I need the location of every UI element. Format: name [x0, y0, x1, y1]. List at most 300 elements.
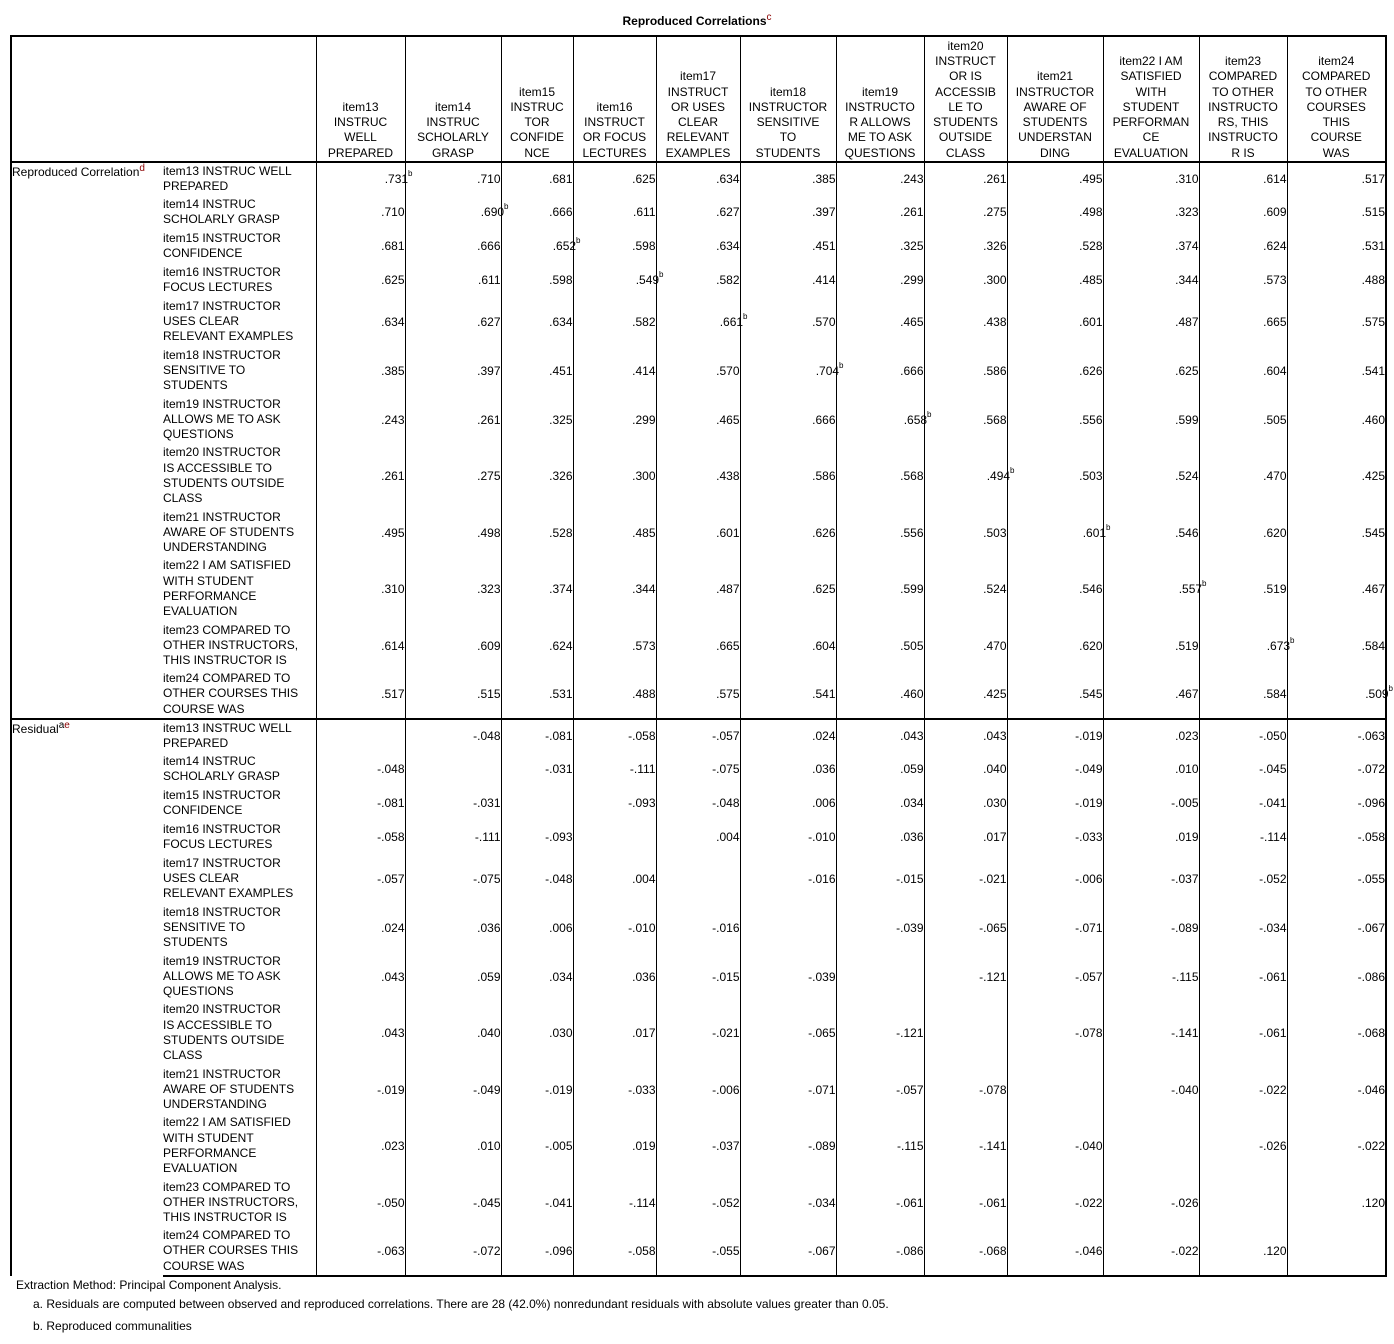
cell-value: -.121 [896, 1026, 924, 1040]
cell-value: .036 [812, 762, 836, 776]
table-cell [656, 162, 740, 195]
cell-value: -.045 [1259, 762, 1287, 776]
column-header-line: INSTRUCT [667, 84, 729, 99]
row-label-line: USES CLEAR [163, 870, 240, 885]
table-cell [501, 719, 573, 752]
table-cell [656, 195, 740, 229]
table-cell [740, 444, 836, 508]
cell-value: .582 [716, 273, 740, 287]
row-label-line: item15 INSTRUCTOR [163, 230, 281, 245]
table-cell [1103, 557, 1207, 621]
table-cell [656, 952, 740, 1001]
column-header-line: item21 [1036, 69, 1074, 84]
section-label-residual [11, 719, 163, 1276]
table-cell [573, 752, 656, 786]
cell-value: -.048 [712, 796, 740, 810]
column-header-line: SCHOLARLY [417, 130, 489, 145]
cell-value: -.089 [1171, 920, 1199, 935]
cell-value: -.039 [808, 969, 836, 984]
column-header-line: item16 [596, 99, 633, 114]
row-label-line: UNDERSTANDING [163, 1097, 267, 1112]
cell-value: .030 [549, 1026, 573, 1040]
cell-value: -.046 [1357, 1082, 1385, 1097]
table-cell [316, 557, 405, 621]
column-header-line: LECTURES [582, 145, 647, 160]
table-cell [836, 952, 924, 1001]
row-label-line: item22 I AM SATISFIED [163, 558, 291, 573]
table-cell [1103, 229, 1199, 263]
cell-value: .666 [477, 239, 501, 253]
table-cell [1103, 444, 1199, 508]
table-cell [836, 820, 924, 854]
cell-value: .503 [1079, 469, 1103, 483]
table-cell [1007, 1178, 1103, 1227]
cell-value: -.086 [1357, 969, 1385, 984]
table-cell [1287, 903, 1386, 952]
table-cell [573, 670, 656, 719]
table-cell [1007, 395, 1103, 444]
cell-value: .034 [900, 796, 924, 810]
cell-value: -.096 [545, 1244, 573, 1258]
table-cell [1287, 263, 1386, 297]
table-cell [924, 263, 1007, 297]
cell-value: .261 [477, 412, 501, 427]
table-cell [573, 557, 656, 621]
cell-value: -.058 [628, 1244, 656, 1258]
column-header-line: INSTRUCT [584, 115, 645, 130]
table-cell [1199, 786, 1287, 820]
cell-value: -.034 [1259, 920, 1287, 935]
table-row [11, 820, 1386, 854]
cell-value: .019 [632, 1139, 656, 1153]
cell-value: .485 [1079, 273, 1103, 287]
cell-value: -.021 [712, 1026, 740, 1040]
column-header-item14 [405, 36, 501, 162]
cell-value: -.019 [377, 1082, 405, 1097]
table-cell [1007, 1114, 1103, 1178]
cell-value: .573 [632, 638, 656, 653]
cell-value: -.040 [1075, 1139, 1103, 1153]
cell-value: .568 [900, 469, 924, 483]
table-cell [1007, 903, 1103, 952]
table-cell [501, 786, 573, 820]
row-label [163, 1065, 316, 1114]
column-header-line: STUDENTS [933, 115, 998, 130]
cell-value: .690 [480, 205, 505, 219]
row-label [163, 786, 316, 820]
table-cell [316, 229, 405, 263]
row-label-line: item24 COMPARED TO [163, 1228, 291, 1243]
table-cell [501, 1114, 573, 1178]
cell-value: -.141 [1171, 1026, 1199, 1040]
cell-value: -.061 [1259, 1026, 1287, 1040]
cell-value: -.072 [1357, 762, 1385, 776]
row-label-line: item18 INSTRUCTOR [163, 347, 281, 362]
cell-value: .275 [983, 205, 1007, 219]
cell-value: -.031 [473, 796, 501, 810]
communality-footnote-mark: b [743, 311, 748, 321]
column-header-line: STUDENTS [1022, 115, 1088, 130]
table-cell [740, 229, 836, 263]
table-cell [573, 297, 656, 346]
table-row [11, 263, 1386, 297]
table-cell [573, 444, 656, 508]
table-cell [405, 508, 501, 557]
cell-value: .604 [812, 638, 836, 653]
table-cell [1287, 1065, 1386, 1114]
table-cell [740, 903, 836, 952]
table-cell [1287, 444, 1386, 508]
cell-value: -.081 [377, 796, 405, 810]
cell-value: .498 [1079, 205, 1103, 219]
table-cell [1007, 719, 1103, 752]
row-label-line: item14 INSTRUC [163, 196, 256, 211]
table-cell [405, 195, 509, 229]
cell-value: .300 [632, 469, 656, 483]
column-header-item22 [1103, 36, 1199, 162]
cell-value: .325 [900, 239, 924, 253]
cell-value: -.006 [1075, 871, 1103, 886]
table-cell [1007, 621, 1103, 670]
cell-value: -.052 [1259, 871, 1287, 886]
cell-value: -.067 [808, 1244, 836, 1258]
column-header-line: DING [1040, 145, 1070, 160]
cell-value: .503 [983, 525, 1007, 540]
cell-value: .310 [1175, 172, 1199, 186]
table-cell [405, 752, 501, 786]
table-cell [656, 395, 740, 444]
table-cell [1007, 346, 1103, 395]
row-label [163, 395, 316, 444]
cell-value: .425 [1361, 469, 1385, 483]
column-header-line: INSTRUC [426, 115, 480, 130]
row-label [163, 346, 316, 395]
cell-value: .460 [900, 687, 924, 701]
cell-value: .624 [1263, 239, 1287, 253]
cell-value: .627 [716, 205, 740, 219]
cell-value: .261 [983, 172, 1007, 186]
cell-value: -.033 [628, 1082, 656, 1097]
cell-value: .531 [549, 687, 573, 701]
cell-value: .604 [1263, 363, 1287, 378]
table-cell [656, 1065, 740, 1114]
column-header-item20 [924, 36, 1007, 162]
cell-value: -.071 [1075, 920, 1103, 935]
table-cell [740, 263, 836, 297]
row-label-line: OTHER COURSES THIS [163, 1243, 299, 1258]
cell-value: .528 [1079, 239, 1103, 253]
cell-value: .519 [1263, 582, 1287, 596]
cell-value: .546 [1175, 525, 1199, 540]
table-cell [1103, 1114, 1199, 1178]
cell-value: -.045 [473, 1195, 501, 1210]
column-header-item18 [740, 36, 836, 162]
table-cell [316, 444, 405, 508]
table-cell [316, 719, 405, 752]
table-cell [573, 508, 656, 557]
cell-value: .036 [900, 830, 924, 844]
section-footnote-mark: a [58, 720, 65, 731]
table-cell [656, 508, 740, 557]
cell-value: -.049 [1075, 762, 1103, 776]
row-label-line: SCHOLARLY GRASP [163, 212, 280, 226]
cell-value: .019 [1175, 830, 1199, 844]
table-row [11, 719, 1386, 752]
cell-value: -.075 [712, 762, 740, 776]
cell-value: .036 [477, 920, 501, 935]
table-cell [1199, 1178, 1287, 1227]
row-label [163, 162, 316, 195]
cell-value: .584 [1361, 638, 1385, 653]
table-cell [1007, 444, 1103, 508]
cell-value: -.016 [808, 871, 836, 886]
row-label-line: SENSITIVE TO [163, 919, 246, 934]
cell-value: -.093 [628, 796, 656, 810]
table-cell [1287, 162, 1386, 195]
table-cell [740, 621, 836, 670]
table-cell [1287, 1114, 1386, 1178]
cell-value: -.061 [979, 1195, 1007, 1210]
cell-value: .549 [635, 273, 660, 287]
cell-value: -.061 [896, 1195, 924, 1210]
cell-value: -.019 [1075, 729, 1103, 743]
column-header-line: WELL [344, 130, 377, 145]
row-label-line: item21 INSTRUCTOR [163, 509, 281, 524]
cell-value: -.050 [1259, 729, 1287, 743]
row-label-line: IS ACCESSIBLE TO [163, 1017, 272, 1032]
cell-value: .488 [632, 687, 656, 701]
cell-value: -.063 [1357, 729, 1385, 743]
cell-value: .243 [381, 412, 405, 427]
table-cell [1287, 952, 1386, 1001]
table-cell [656, 229, 740, 263]
cell-value: .495 [1079, 172, 1103, 186]
table-cell [573, 1227, 656, 1276]
row-label [163, 719, 316, 752]
cell-value: .397 [477, 363, 501, 378]
column-header-line: INSTRUCTOR [1015, 84, 1095, 99]
cell-value: -.010 [808, 830, 836, 844]
table-cell [501, 508, 573, 557]
table-cell [740, 1178, 836, 1227]
table-cell [1103, 346, 1199, 395]
table-cell [924, 752, 1007, 786]
column-header-line: COMPARED [1302, 69, 1371, 84]
table-cell [740, 752, 836, 786]
cell-value: .010 [477, 1139, 501, 1153]
table-cell [1199, 952, 1287, 1001]
cell-value: -.033 [1075, 830, 1103, 844]
table-row [11, 1001, 1386, 1065]
row-label-line: FOCUS LECTURES [163, 280, 273, 294]
cell-value: .006 [549, 920, 573, 935]
table-cell [405, 786, 501, 820]
row-label-line: item17 INSTRUCTOR [163, 298, 281, 313]
table-cell [924, 162, 1007, 195]
table-cell [573, 719, 656, 752]
cell-value: .505 [900, 638, 924, 653]
cell-value: -.061 [1259, 969, 1287, 984]
cell-value: .666 [549, 205, 573, 219]
cell-value: .261 [900, 205, 924, 219]
table-cell [656, 444, 740, 508]
cell-value: -.065 [808, 1026, 836, 1040]
column-header-line: COURSES [1306, 99, 1366, 114]
table-cell [656, 786, 740, 820]
communality-footnote-mark: b [927, 409, 932, 419]
cell-value: .495 [381, 525, 405, 540]
cell-value: .556 [1079, 412, 1103, 427]
cell-value: -.111 [629, 762, 656, 776]
table-cell [836, 557, 924, 621]
cell-value: .414 [632, 363, 656, 378]
column-header-line: RS, THIS [1217, 115, 1269, 130]
cell-value: .524 [1175, 469, 1199, 483]
cell-value: -.040 [1171, 1082, 1199, 1097]
row-label-line: THIS INSTRUCTOR IS [163, 653, 287, 668]
cell-value: -.015 [712, 969, 740, 984]
table-cell [656, 903, 740, 952]
cell-value: .625 [1175, 363, 1199, 378]
table-row [11, 162, 1386, 195]
table-cell [573, 1065, 656, 1114]
row-label-line: item23 COMPARED TO [163, 622, 291, 637]
table-cell [740, 854, 836, 903]
table-cell [740, 557, 836, 621]
row-label [163, 903, 316, 952]
table-cell [405, 444, 501, 508]
table-cell [1199, 444, 1287, 508]
cell-value: .517 [1361, 172, 1385, 186]
column-header-line: R IS [1231, 145, 1255, 160]
cell-value: .344 [632, 582, 656, 596]
column-header-line: UNDERSTAN [1018, 130, 1092, 145]
column-header-line: OR USES [670, 99, 725, 114]
row-label-line: EVALUATION [163, 604, 238, 619]
row-label-line: item13 INSTRUC WELL [163, 163, 292, 178]
table-cell [1199, 903, 1287, 952]
table-cell [836, 621, 924, 670]
table-cell [836, 1114, 924, 1178]
table-row [11, 297, 1386, 346]
table-cell [836, 752, 924, 786]
table-cell [1103, 820, 1199, 854]
cell-value: .024 [812, 729, 836, 743]
cell-value: -.037 [1171, 871, 1199, 886]
cell-value: .374 [1175, 239, 1199, 253]
footnote-b-text: Reproduced communalities [46, 1319, 192, 1333]
table-row [11, 752, 1386, 786]
cell-value: .006 [812, 796, 836, 810]
table-cell [316, 621, 405, 670]
section-label-text: Reproduced Correlation [12, 165, 140, 179]
row-label-line: item21 INSTRUCTOR [163, 1066, 281, 1081]
cell-value: -.022 [1171, 1244, 1199, 1258]
table-cell [836, 297, 924, 346]
cell-value: -.026 [1171, 1195, 1199, 1210]
table-cell [836, 670, 924, 719]
cell-value: .326 [549, 469, 573, 483]
table-cell [836, 263, 924, 297]
table-row [11, 1114, 1386, 1178]
table-cell [656, 1001, 740, 1065]
cell-value: -.071 [808, 1082, 836, 1097]
table-cell [1103, 621, 1199, 670]
table-cell [656, 346, 740, 395]
column-header-line: WITH [1135, 84, 1167, 99]
cell-value: -.086 [896, 1244, 924, 1258]
column-header-line: OR FOCUS [582, 130, 647, 145]
table-row [11, 903, 1386, 952]
column-header-line: OR IS [949, 69, 982, 84]
cell-value: .043 [381, 1026, 405, 1040]
column-header-line: INSTRUCTO [1208, 99, 1278, 114]
cell-value: -.072 [473, 1244, 501, 1258]
row-label [163, 952, 316, 1001]
table-cell [1103, 195, 1199, 229]
table-cell [924, 444, 1015, 508]
table-cell [836, 1001, 924, 1065]
cell-value: .665 [1263, 314, 1287, 329]
cell-value: .666 [900, 363, 924, 378]
row-label-line: STUDENTS OUTSIDE [163, 476, 285, 490]
column-header-line: INSTRUCTOR [748, 99, 828, 114]
cell-value: .570 [716, 363, 740, 378]
table-cell [316, 162, 413, 195]
table-cell [740, 1065, 836, 1114]
table-cell [836, 229, 924, 263]
table-cell [501, 557, 573, 621]
table-row [11, 346, 1386, 395]
cell-value: .010 [1175, 762, 1199, 776]
table-cell [501, 1178, 573, 1227]
table-cell [316, 508, 405, 557]
table-cell [573, 1178, 656, 1227]
cell-value: -.019 [545, 1082, 573, 1097]
cell-value: .634 [549, 314, 573, 329]
cell-value: .599 [1175, 412, 1199, 427]
column-header-line: item18 [769, 84, 807, 99]
table-cell [1103, 395, 1199, 444]
table-cell [501, 395, 573, 444]
table-cell [1287, 346, 1386, 395]
table-cell [573, 903, 656, 952]
cell-value: -.039 [896, 920, 924, 935]
table-row [11, 1065, 1386, 1114]
table-cell [1199, 1114, 1287, 1178]
table-cell [1199, 752, 1287, 786]
cell-value: -.063 [377, 1244, 405, 1258]
cell-value: .017 [632, 1026, 656, 1040]
cell-value: .451 [549, 363, 573, 378]
row-label [163, 557, 316, 621]
table-cell [316, 1178, 405, 1227]
row-label-line: PERFORMANCE [163, 589, 257, 603]
cell-value: .731 [384, 172, 409, 186]
table-cell [740, 508, 836, 557]
cell-value: .467 [1175, 687, 1199, 701]
cell-value: .120 [1361, 1195, 1385, 1210]
cell-value: .673 [1266, 638, 1291, 653]
table-cell [573, 263, 664, 297]
row-label-line: AWARE OF STUDENTS [163, 1081, 295, 1096]
table-cell [405, 346, 501, 395]
cell-value: .470 [983, 638, 1007, 653]
cell-value: .528 [549, 525, 573, 540]
table-cell [924, 854, 1007, 903]
column-header-line: item17 [679, 69, 717, 84]
column-header-line: RELEVANT [666, 130, 730, 145]
